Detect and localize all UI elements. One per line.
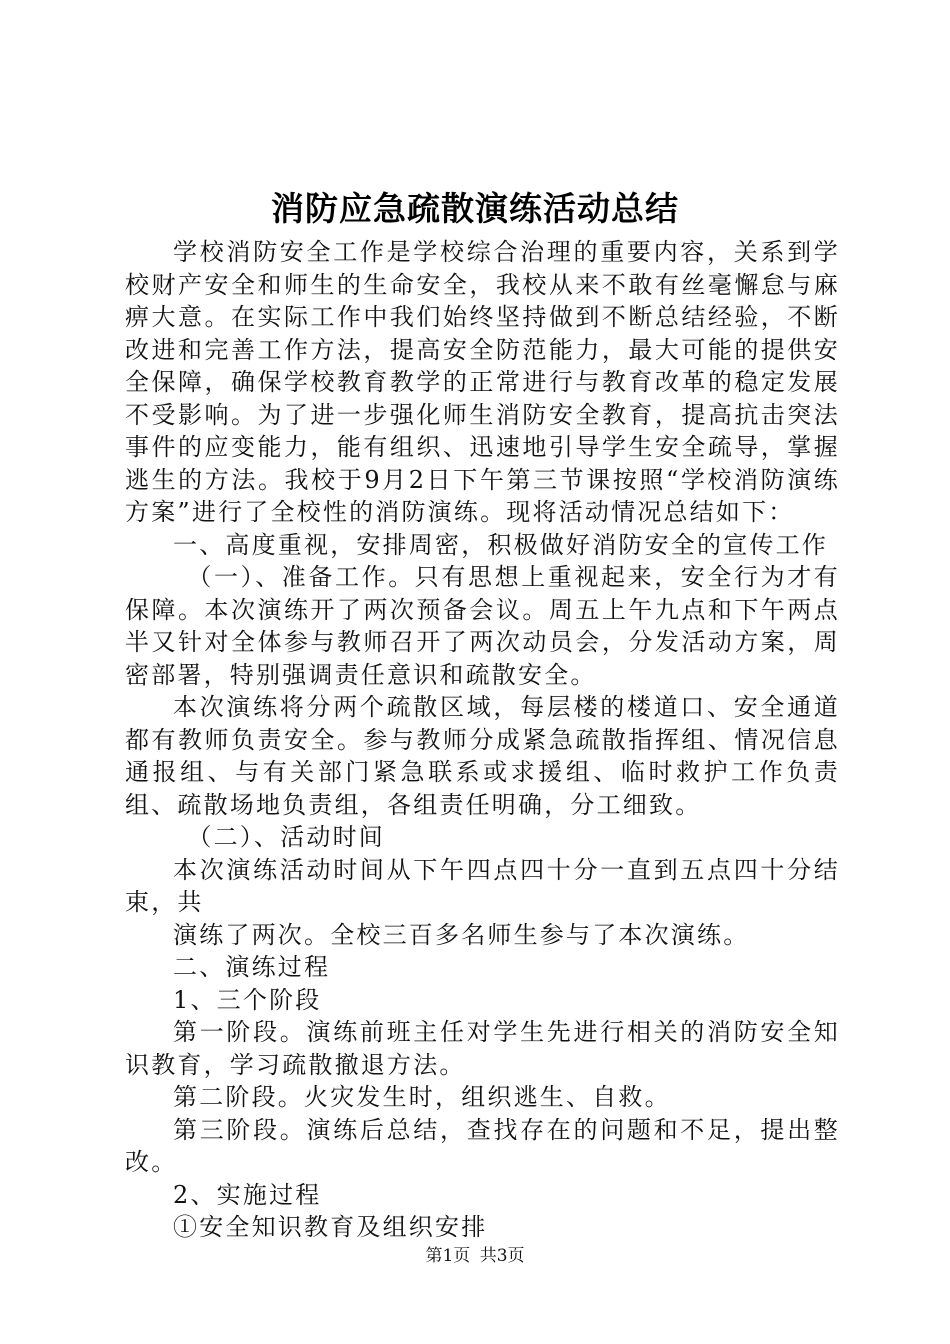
paragraph-preparation: （一）、准备工作。只有思想上重视起来，安全行为才有保障。本次演练开了两次预备会议。周五上午九点和下午两点半又针对全体参与教师召开了两次动员会，分发活动方案，周密部署，特别强调责任意识和疏散安全。 [125, 563, 840, 689]
subheading-safety-education: ①安全知识教育及组织安排 [173, 1213, 488, 1241]
section-heading-2: 二、演练过程 [173, 953, 331, 981]
paragraph-stage-1: 第一阶段。演练前班主任对学生先进行相关的消防安全知识教育，学习疏散撤退方法。 [125, 1018, 840, 1079]
paragraph-activity-time: 本次演练活动时间从下午四点四十分一直到五点四十分结束，共 [125, 855, 840, 916]
subheading-implementation: 2、实施过程 [173, 1180, 322, 1209]
document-title: 消防应急疏散演练活动总结 [271, 189, 679, 228]
paragraph-stage-3: 第三阶段。演练后总结，查找存在的问题和不足，提出整改。 [125, 1115, 840, 1176]
subheading-three-stages: 1、三个阶段 [173, 985, 322, 1014]
subheading-activity-time: （二）、活动时间 [187, 823, 385, 851]
page-number: 第1页 [425, 1246, 471, 1266]
page-total: 共3页 [479, 1246, 525, 1266]
page-footer [0, 1241, 950, 1266]
document-body [125, 236, 840, 1244]
paragraph-drill-count: 演练了两次。全校三百多名师生参与了本次演练。 [173, 920, 750, 949]
paragraph-stage-2: 第二阶段。火灾发生时，组织逃生、自救。 [173, 1083, 671, 1111]
paragraph-evacuation-areas: 本次演练将分两个疏散区域，每层楼的楼道口、安全通道都有教师负责安全。参与教师分成紧急疏散指挥组、情况信息通报组、与有关部门紧急联系或求援组、临时救护工作负责组、疏散场地负责组，各组责任明确，分工细致。 [125, 693, 840, 819]
paragraph-intro: 学校消防安全工作是学校综合治理的重要内容，关系到学校财产安全和师生的生命安全，我校从来不敢有丝毫懈怠与麻痹大意。在实际工作中我们始终坚持做到不断总结经验，不断改进和完善工作方法，提高安全防范能力，最大可能的提供安全保障，确保学校教育教学的正常进行与教育改革的稳定发展不受影响。为了进一步强化师生消防安全教育，提高抗击突法事件的应变能力，能有组织、迅速地引导学生安全疏导，掌握逃生的方法。我校于9月2日下午第三节课按照“学校消防演练方案”进行了全校性的消防演练。现将活动情况总结如下： [125, 238, 840, 526]
section-heading-1: 一、高度重视，安排周密，积极做好消防安全的宣传工作 [173, 530, 828, 559]
